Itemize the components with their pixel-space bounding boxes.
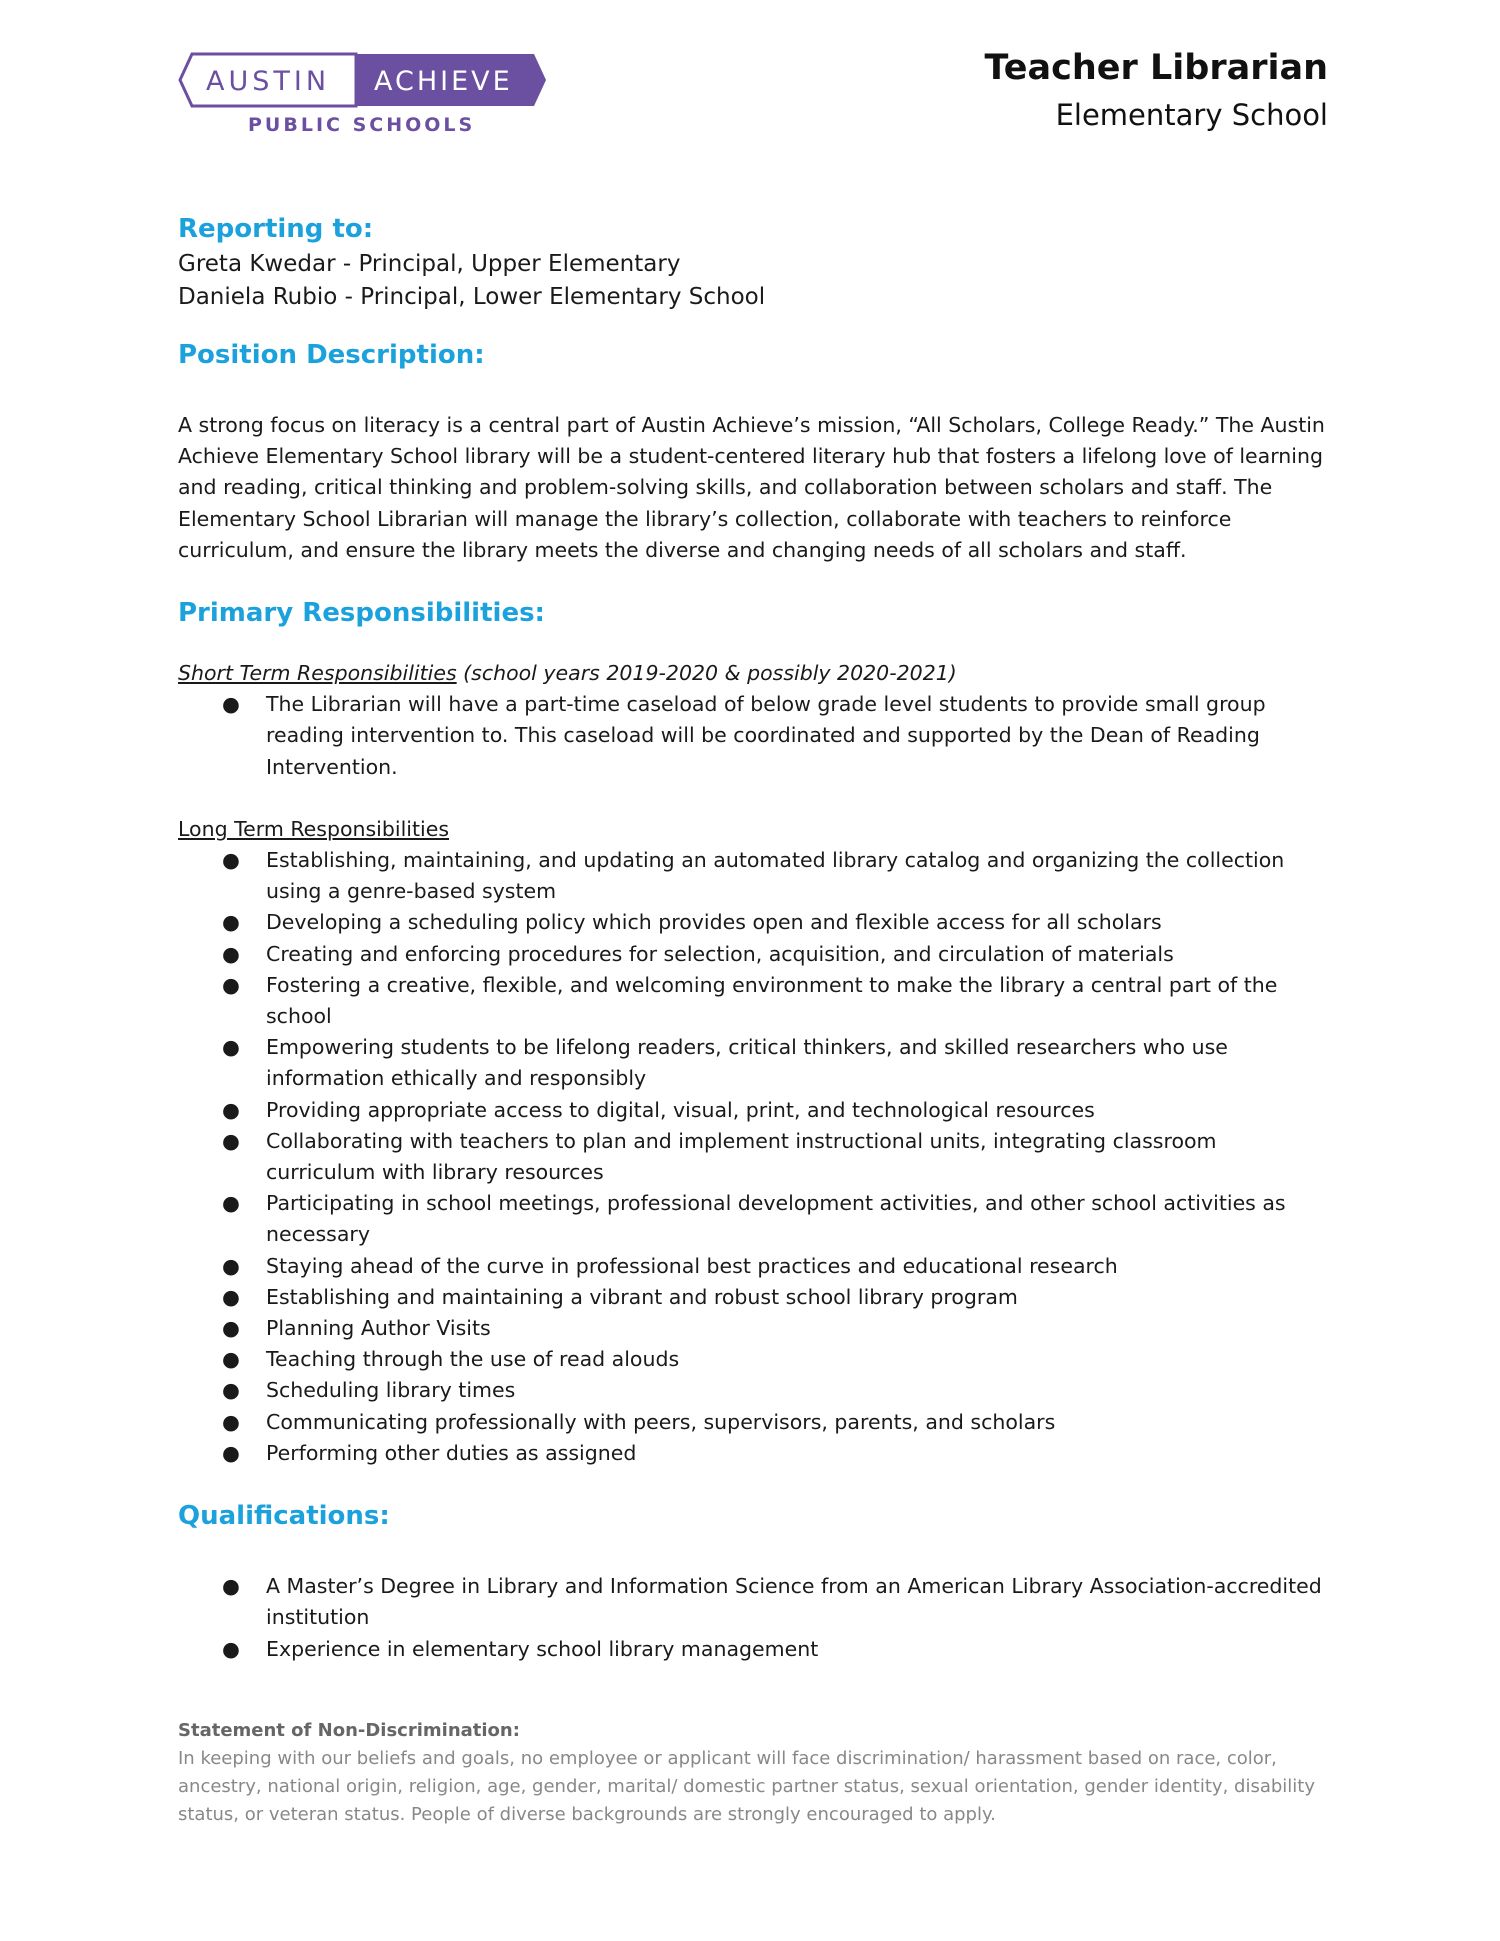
logo-right-text: ACHIEVE <box>374 66 513 97</box>
list-item-text: A Master’s Degree in Library and Information Science from an American Library Association-accredited institution <box>266 1574 1322 1630</box>
short-term-label: Short Term Responsibilities <box>178 661 457 686</box>
short-term-section <box>178 658 1328 783</box>
list-item-text: Participating in school meetings, professional development activities, and other school activities as necessary <box>266 1191 1286 1247</box>
reporting-line: Greta Kwedar - Principal, Upper Elementary <box>178 251 681 277</box>
bullet-icon: ● <box>222 1347 240 1372</box>
list-item-text: Staying ahead of the curve in professional best practices and educational research <box>266 1253 1118 1278</box>
long-term-section <box>178 814 1328 1469</box>
short-term-list <box>178 689 1328 783</box>
list-item-text: Communicating professionally with peers, supervisors, parents, and scholars <box>266 1409 1056 1434</box>
bullet-icon: ● <box>222 1284 240 1309</box>
bullet-icon: ● <box>222 1409 240 1434</box>
qualifications-list <box>178 1571 1328 1665</box>
bullet-icon: ● <box>222 848 240 873</box>
reporting-line: Daniela Rubio - Principal, Lower Elementary School <box>178 284 766 310</box>
statement-heading: Statement of Non-Discrimination: <box>178 1719 520 1741</box>
job-subtitle: Elementary School <box>1055 98 1328 132</box>
list-item <box>178 939 1328 970</box>
list-item <box>178 970 1328 1032</box>
bullet-icon: ● <box>222 692 240 717</box>
list-item <box>178 1126 1328 1188</box>
list-item-text: Establishing and maintaining a vibrant and robust school library program <box>266 1284 1018 1309</box>
list-item <box>178 1095 1328 1126</box>
document-body <box>178 214 1328 1829</box>
bullet-icon: ● <box>222 1191 240 1216</box>
list-item-text: Performing other duties as assigned <box>266 1440 637 1465</box>
list-item-text: Creating and enforcing procedures for selection, acquisition, and circulation of materials <box>266 941 1174 966</box>
list-item <box>178 1375 1328 1406</box>
responsibilities-heading: Primary Responsibilities: <box>178 598 545 629</box>
bullet-icon: ● <box>222 1097 240 1122</box>
bullet-icon: ● <box>222 1378 240 1403</box>
list-item-text: Scheduling library times <box>266 1378 516 1403</box>
logo <box>178 52 548 138</box>
list-item-text: Experience in elementary school library management <box>266 1636 819 1661</box>
bullet-icon: ● <box>222 1574 240 1599</box>
list-item <box>178 1313 1328 1344</box>
bullet-icon: ● <box>222 1035 240 1060</box>
bullet-icon: ● <box>222 1440 240 1465</box>
position-heading: Position Description: <box>178 340 485 370</box>
list-item <box>178 1438 1328 1469</box>
list-item <box>178 1407 1328 1438</box>
bullet-icon: ● <box>222 1253 240 1278</box>
bullet-icon: ● <box>222 972 240 997</box>
list-item-text: Planning Author Visits <box>266 1316 491 1341</box>
list-item <box>178 1188 1328 1250</box>
list-item <box>178 1251 1328 1282</box>
list-item-text: Fostering a creative, flexible, and welcoming environment to make the library a central part of the school <box>266 972 1278 1029</box>
list-item <box>178 1344 1328 1375</box>
list-item-text: Empowering students to be lifelong readers, critical thinkers, and skilled researchers who use information ethically and responsibly <box>266 1035 1228 1091</box>
long-term-label: Long Term Responsibilities <box>178 816 449 841</box>
qualifications-heading: Qualifications: <box>178 1501 390 1532</box>
job-title: Teacher Librarian <box>984 48 1328 88</box>
bullet-icon: ● <box>222 910 240 935</box>
list-item-text: Teaching through the use of read alouds <box>266 1347 680 1372</box>
bullet-icon: ● <box>222 1128 240 1153</box>
statement-text: In keeping with our beliefs and goals, no employee or applicant will face discrimination/ harassment based on race, color, ancestry, national origin, religion, age, gender, marital/ domestic partner status, sexual orientation, gender identity, disability status, or veteran status. People of diverse backgrounds are strongly encouraged to apply. <box>178 1747 1315 1825</box>
list-item <box>178 907 1328 938</box>
logo-badge <box>178 52 548 108</box>
reporting-list <box>178 248 1328 314</box>
logo-left-text: AUSTIN <box>206 66 331 97</box>
list-item <box>178 689 1328 783</box>
list-item-text: Developing a scheduling policy which provides open and flexible access for all scholars <box>266 910 1162 935</box>
list-item <box>178 845 1328 907</box>
short-term-title <box>178 658 1328 689</box>
list-item <box>178 1282 1328 1313</box>
list-item-text: Providing appropriate access to digital, visual, print, and technological resources <box>266 1097 1095 1122</box>
list-item <box>178 1571 1328 1633</box>
list-item-text: Establishing, maintaining, and updating an automated library catalog and organizing the collection using a genre-based system <box>266 848 1285 904</box>
short-term-note: (school years 2019-2020 & possibly 2020-2021) <box>456 661 957 686</box>
bullet-icon: ● <box>222 941 240 966</box>
document-header <box>985 48 1328 132</box>
non-discrimination-statement <box>178 1717 1328 1829</box>
reporting-heading: Reporting to: <box>178 214 374 244</box>
list-item <box>178 1634 1328 1665</box>
logo-subtitle: PUBLIC SCHOOLS <box>248 114 476 136</box>
bullet-icon: ● <box>222 1316 240 1341</box>
list-item-text: The Librarian will have a part-time caseload of below grade level students to provide small group reading intervention to. This caseload will be coordinated and supported by the Dean of Reading Intervention. <box>266 692 1266 779</box>
bullet-icon: ● <box>222 1636 240 1661</box>
list-item <box>178 1032 1328 1094</box>
long-term-list <box>178 845 1328 1469</box>
position-description: A strong focus on literacy is a central part of Austin Achieve’s mission, “All Scholars, College Ready.” The Austin Achieve Elementary School library will be a student-centered literary hub that fosters a lifelong love of learning and reading, critical thinking and problem-solving skills, and collaboration between scholars and staff. The Elementary School Librarian will manage the library’s collection, collaborate with teachers to reinforce curriculum, and ensure the library meets the diverse and changing needs of all scholars and staff. <box>178 413 1325 562</box>
list-item-text: Collaborating with teachers to plan and implement instructional units, integrating classroom curriculum with library resources <box>266 1128 1217 1185</box>
